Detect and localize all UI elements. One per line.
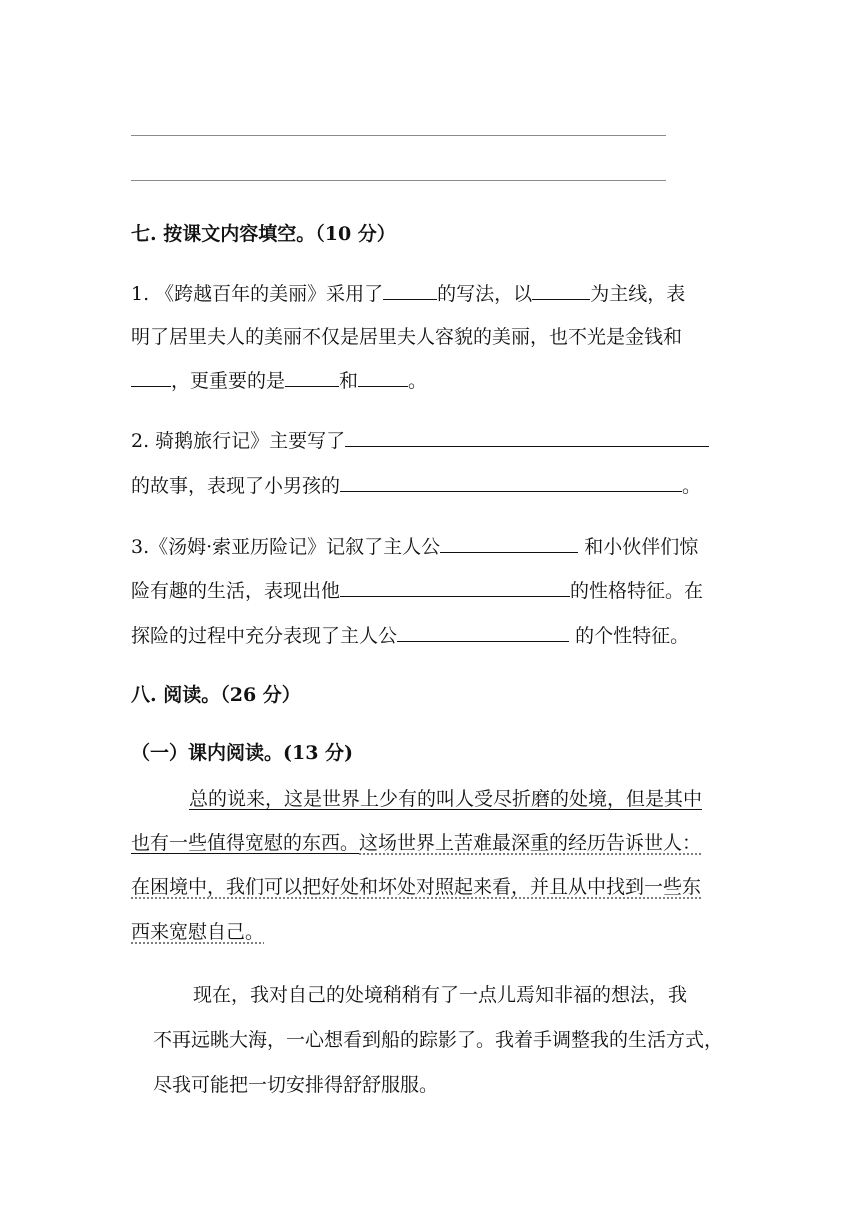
- q1-text-f: 。: [408, 370, 428, 392]
- q1-blank-3[interactable]: [131, 367, 171, 387]
- q3-line-1: [131, 532, 698, 559]
- q1-text-e: 和: [339, 370, 359, 392]
- passage-1-line-3: [131, 872, 701, 899]
- q3-text-b: 和小伙伴们惊: [584, 536, 699, 558]
- q2-line-2: [131, 471, 701, 498]
- section-7-title: 七. 按课文内容填空。（10 分）: [131, 223, 396, 245]
- q3-text-a: 3.《汤姆·索亚历险记》记叙了主人公: [131, 536, 441, 558]
- passage-1-line-2: [131, 828, 701, 855]
- passage-1-marked-a: 这场世界上苦难最深重的经历告诉世人：: [359, 832, 702, 854]
- q3-text-e: 探险的过程中充分表现了主人公: [131, 625, 398, 647]
- q3-blank-1[interactable]: [440, 533, 578, 553]
- q1-blank-5[interactable]: [358, 367, 408, 387]
- q1-blank-2[interactable]: [532, 280, 590, 300]
- q1-text-a: 1. 《跨越百年的美丽》采用了: [131, 283, 384, 305]
- q2-text-a: 2. 骑鹅旅行记》主要写了: [131, 430, 346, 452]
- q2-blank-2[interactable]: [340, 472, 682, 492]
- section-8-title: 八. 阅读。（26 分）: [131, 684, 301, 706]
- q2-text-c: 。: [682, 475, 702, 497]
- q1-line-3: [131, 366, 427, 393]
- q1-line-2: 明了居里夫人的美丽不仅是居里夫人容貌的美丽，也不光是金钱和: [131, 326, 683, 348]
- q3-line-2: [131, 576, 703, 603]
- answer-line-1: [131, 135, 666, 136]
- passage-1-line-1: [189, 784, 702, 811]
- answer-line-2: [131, 180, 666, 181]
- section-8-sub-1: （一）课内阅读。(13 分): [131, 742, 354, 764]
- passage-1-marked-b: 在困境中，我们可以把好处和坏处对照起来看，并且从中找到一些东: [131, 876, 702, 898]
- passage-2-line-2: 不再远眺大海，一心想看到船的踪影了。我着手调整我的生活方式，: [153, 1029, 724, 1051]
- passage-1-underlined-a: 总的说来，这是世界上少有的叫人受尽折磨的处境，但是其中: [189, 788, 703, 810]
- q1-text-b: 的写法，以: [437, 283, 533, 305]
- q3-blank-3[interactable]: [397, 622, 569, 642]
- q1-line-1: [131, 279, 685, 306]
- q1-text-d: ，更重要的是: [171, 370, 286, 392]
- q3-text-d: 的性格特征。在: [570, 580, 704, 602]
- q2-blank-1[interactable]: [345, 427, 709, 447]
- passage-2-line-1: 现在，我对自己的处境稍稍有了一点儿焉知非福的想法，我: [193, 984, 688, 1006]
- q3-text-f: 的个性特征。: [575, 625, 690, 647]
- passage-1-line-4: [131, 917, 264, 944]
- passage-1-underlined-b: 也有一些值得宽慰的东西。: [131, 832, 360, 854]
- passage-1-marked-c: 西来宽慰自己。: [131, 921, 265, 943]
- q2-line-1: [131, 426, 709, 453]
- q3-line-3: [131, 621, 689, 648]
- q3-blank-2[interactable]: [340, 577, 570, 597]
- q1-blank-1[interactable]: [383, 280, 437, 300]
- q1-blank-4[interactable]: [285, 367, 339, 387]
- q3-text-c: 险有趣的生活，表现出他: [131, 580, 341, 602]
- q1-text-c: 为主线，表: [590, 283, 686, 305]
- q2-text-b: 的故事，表现了小男孩的: [131, 475, 341, 497]
- passage-2-line-3: 尽我可能把一切安排得舒舒服服。: [153, 1074, 439, 1096]
